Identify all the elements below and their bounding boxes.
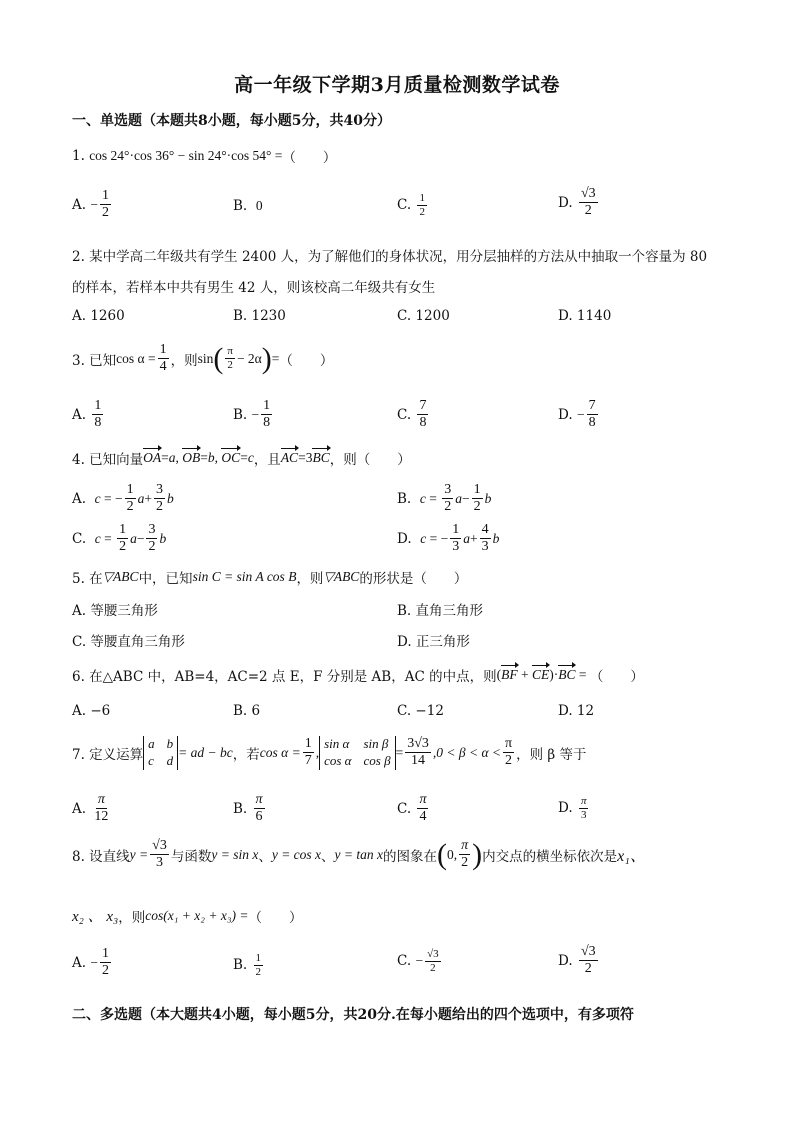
question-5 [72,567,467,587]
question-prefix: 4. 已知向量 [72,452,144,468]
fraction: $\frac{1}{8}$ [94,398,102,431]
option-label: C. [397,800,412,817]
question-prefix: 3. 已知 [72,352,117,369]
question-7: 7. 定义运算 a b c d = ad − bc ，若 cos α = $\frac{1}{7}$ , sin α sin β cos α cos β = $\frac{3√3}{14}$ ,0 < β < α < $\frac{\pi}{2}$ ，则 β 等于 [72,736,587,769]
vector-OB: OB [182,450,201,465]
operator: + [469,530,478,546]
q4-option-b[interactable]: B. c = $\frac{3}{2}$ a − $\frac{1}{2}$ b [397,482,492,515]
section-2-heading: 二、多选题（本大题共4小题，每小题5分，共20分.在每小题给出的四个选项中，有多项符 [72,1007,634,1023]
fraction: $\frac{1}{2}$ [101,946,109,979]
vector-a: a [168,450,176,465]
range-condition: ,0 < β < α < [432,744,502,760]
option-label: B. [233,198,248,214]
vector-OC: OC [221,450,241,465]
determinant: a b c d [143,736,178,770]
operator: + [144,490,153,506]
q7-option-a[interactable] [72,792,112,825]
fraction: $\frac{1}{2}$ [473,482,481,515]
answer-blank: （ ） [282,150,337,166]
fraction: $\frac{1}{2}$ [419,192,425,218]
option-label: D. [397,530,412,547]
fraction: $\frac{7}{8}$ [419,398,427,431]
q8-option-c[interactable] [397,948,443,974]
q1-option-c[interactable] [397,192,429,218]
q3-option-a[interactable] [72,398,105,431]
vector-b: b [207,450,215,465]
question-prefix: 7. 定义运算 [72,746,144,763]
vector-BC: BC [312,450,330,465]
option-label: B. [233,957,248,974]
sign: − [90,196,98,212]
q3-option-b[interactable] [233,398,274,431]
operator: − [136,530,145,546]
vector-c: c [94,530,101,546]
q4-option-d[interactable]: D. c = − $\frac{1}{3}$ a + $\frac{4}{3}$ b [397,522,500,555]
connector-text: 与函数 [170,848,212,865]
fraction: $\frac{1}{2}$ [126,482,134,515]
option-label: D. [558,194,573,211]
option-label: C. [397,197,412,214]
q7-option-b[interactable] [233,792,267,825]
variable-x1: x₁、 [617,848,646,866]
sign: − [440,530,449,546]
answer-blank: （ ） [413,571,468,587]
expression: sin C = sin A cos B [192,569,297,584]
q2-option-b[interactable]: B. 1230 [233,308,286,324]
option-label: A. [72,196,87,213]
fraction: $\frac{√3}{2}$ [580,186,596,219]
vector-a: a [130,530,137,546]
operator: − [461,490,470,506]
section-1-heading: 一、单选题（本题共8小题，每小题5分，共40分） [72,113,391,129]
question-prefix: 5. 在 [72,571,103,587]
q4-option-a[interactable]: A. c = − $\frac{1}{2}$ a + $\frac{3}{2}$ b [72,482,174,515]
separator: 、 [258,848,272,865]
question-8-line-2 [72,905,303,926]
option-label: A. [72,490,87,507]
fraction: $\frac{√3}{3}$ [152,838,167,871]
question-1 [72,146,336,166]
vector-b: b [484,490,492,506]
q3-option-c[interactable] [397,398,430,431]
expression: y = [129,846,149,862]
answer-blank: （ ） [589,669,644,685]
vector-CE: CE [531,667,550,682]
option-label: B. [233,406,248,423]
vector-a: a [463,530,470,546]
vector-c: c [247,450,254,465]
variables: x₂ 、 x₃ [72,909,119,925]
sign: − [576,406,585,422]
fraction: $\frac{1}{7}$ [304,736,312,769]
expression: cos α = [116,350,156,366]
q3-option-d[interactable] [558,398,600,431]
option-label: D. [558,800,573,817]
vector-a: a [137,490,145,506]
q8-option-b[interactable] [233,952,265,978]
connector-text: 的形状是 [359,571,414,587]
interval-start: 0, [447,846,458,862]
fraction: $\frac{√3}{2}$ [580,944,596,977]
fraction: $\frac{\pi}{2}$ [505,736,513,769]
option-label: C. [397,953,412,970]
q6-option-b[interactable]: B. 6 [233,703,261,719]
sign: − [90,954,98,970]
q5-option-c[interactable]: C. 等腰直角三角形 [72,634,185,650]
option-label: A. [72,800,87,817]
question-6: 6. 在△ABC 中，AB=4，AC=2 点 E，F 分别是 AB，AC 的中点，则 ( BF + CE )· BC = （ ） [72,667,644,685]
determinant: sin α sin β cos α cos β [319,736,395,770]
fraction: $\frac{3}{2}$ [444,482,452,515]
connector-text: ，且 [253,452,281,468]
option-label: A. [72,954,87,971]
answer-blank: （ ） [279,352,334,369]
fraction: $\frac{\pi}{2}$ [227,345,233,372]
expression: − 2α [236,350,262,366]
triangle-name: ▽ABC [102,569,139,584]
fraction: $\frac{1}{2}$ [119,522,127,555]
q1-option-a[interactable] [72,188,113,221]
question-2-line-1: 2. 某中学高二年级共有学生 2400 人，为了解他们的身体状况，用分层抽样的方法从中抽取一个容量为 80 [72,249,708,265]
option-label: A. [72,406,87,423]
q2-option-d[interactable]: D. 1140 [558,308,612,324]
fraction: $\frac{1}{2}$ [101,188,109,221]
connector-text: ，则 [170,352,198,369]
q7-option-c[interactable] [397,792,430,825]
vector-b: b [167,490,174,506]
function-cos: y = cos x [271,846,322,862]
option-label: C. [397,406,412,423]
option-label: B. [397,490,412,507]
q8-option-d[interactable] [558,944,600,977]
connector-text: ，则 [329,452,357,468]
vector-c: c [94,490,101,506]
q7-option-d[interactable] [558,795,590,821]
q5-option-b[interactable]: B. 直角三角形 [397,603,484,619]
q6-option-a[interactable]: A. −6 [72,703,111,719]
fraction: $\frac{7}{8}$ [588,398,596,431]
q5-option-d[interactable]: D. 正三角形 [397,634,470,650]
connector-text: ，则 [296,571,324,587]
fraction: $\frac{1}{3}$ [452,522,460,555]
fraction: $\frac{\pi}{4}$ [419,792,427,825]
separator: 、 [321,848,335,865]
expression: = ad − bc [178,744,233,760]
connector-text: ，则 [118,909,146,926]
q6-option-d[interactable]: D. 12 [558,703,595,719]
sign: − [415,953,424,969]
expression: cos(x₁ + x₂ + x₃) = [145,907,249,923]
vector-BC: BC [558,667,576,682]
fraction: $\frac{3}{2}$ [156,482,164,515]
connector-text: 的图象在 [383,848,438,865]
fraction: $\frac{\pi}{6}$ [255,792,263,825]
expression: cos α = [259,744,301,760]
q2-option-c[interactable]: C. 1200 [397,308,450,324]
fraction: $\frac{1}{8}$ [263,398,271,431]
q6-option-c[interactable]: C. −12 [397,703,444,719]
q2-option-a[interactable]: A. 1260 [72,308,125,324]
q8-option-a[interactable] [72,946,113,979]
connector-text: ，若 [232,746,260,763]
vector-c: c [419,490,426,506]
equals: = [395,744,404,760]
vector-a: a [455,490,462,506]
vector-c: c [420,530,427,546]
sin-function: sin [197,350,214,366]
question-2-line-2: 的样本，若样本中共有男生 42 人，则该校高二年级共有女生 [72,280,436,296]
question-prefix: 8. 设直线 [72,848,130,865]
fraction: $\frac{1}{4}$ [159,342,167,375]
question-expression: cos 24°·cos 36° − sin 24°·cos 54° = [89,148,283,163]
connector-text: ，则 β 等于 [516,746,587,763]
triangle-name: ▽ABC [323,569,360,584]
sign: − [251,406,260,422]
q4-option-c[interactable]: C. c = $\frac{1}{2}$ a − $\frac{3}{2}$ b [72,522,167,555]
connector-text: 内交点的横坐标依次是 [482,848,618,865]
connector-text: 中，已知 [138,571,193,587]
q1-option-b[interactable] [233,198,263,214]
question-text: 6. 在△ABC 中，AB=4，AC=2 点 E，F 分别是 AB，AC 的中点，则 [72,669,497,685]
function-tan: y = tan x [334,846,384,862]
fraction: $\frac{√3}{2}$ [427,948,439,974]
fraction: $\frac{\pi}{3}$ [580,795,587,821]
vector-b: b [492,530,500,546]
fraction: $\frac{3}{2}$ [148,522,156,555]
option-label: C. [72,530,87,547]
option-label: D. [558,406,573,423]
option-label: D. [558,952,573,969]
coefficient: 3 [305,450,313,465]
equals: = [271,350,280,366]
vector-BF: BF [501,667,518,682]
vector-AC: AC [280,450,299,465]
answer-blank: （ ） [248,909,303,926]
sign: − [115,490,123,506]
q5-option-a[interactable]: A. 等腰三角形 [72,603,158,619]
question-3: 3. 已知 cos α = $\frac{1}{4}$ ，则 sin ( $\frac{\pi}{2}$ − 2α ) = （ ） [72,341,334,375]
option-value: 0 [255,198,263,213]
fraction: $\frac{4}{3}$ [481,522,489,555]
vector-b: b [159,530,167,546]
q1-option-d[interactable] [558,186,600,219]
function-sin: y = sin x [211,846,259,862]
fraction: $\frac{\pi}{2}$ [461,838,469,871]
option-label: B. [233,800,248,817]
fraction: $\frac{1}{2}$ [255,952,262,978]
question-number: 1. [72,148,85,164]
question-4: 4. 已知向量 OA = a , OB = b , OC = c ，且 AC = 3 BC ，则 （ ） [72,450,411,468]
question-8-line-1: 8. 设直线 y = $\frac{√3}{3}$ 与函数 y = sin x 、 y = cos x 、 y = tan x 的图象在 ( 0, $\frac{\pi}{2}$ ) 内交点的横坐标依次是 x₁、 [72,837,646,871]
fraction: $\frac{\pi}{12}$ [94,792,109,825]
answer-blank: （ ） [356,452,411,468]
vector-OA: OA [143,450,162,465]
page-title: 高一年级下学期3月质量检测数学试卷 [234,74,560,96]
fraction: $\frac{3√3}{14}$ [407,736,429,769]
